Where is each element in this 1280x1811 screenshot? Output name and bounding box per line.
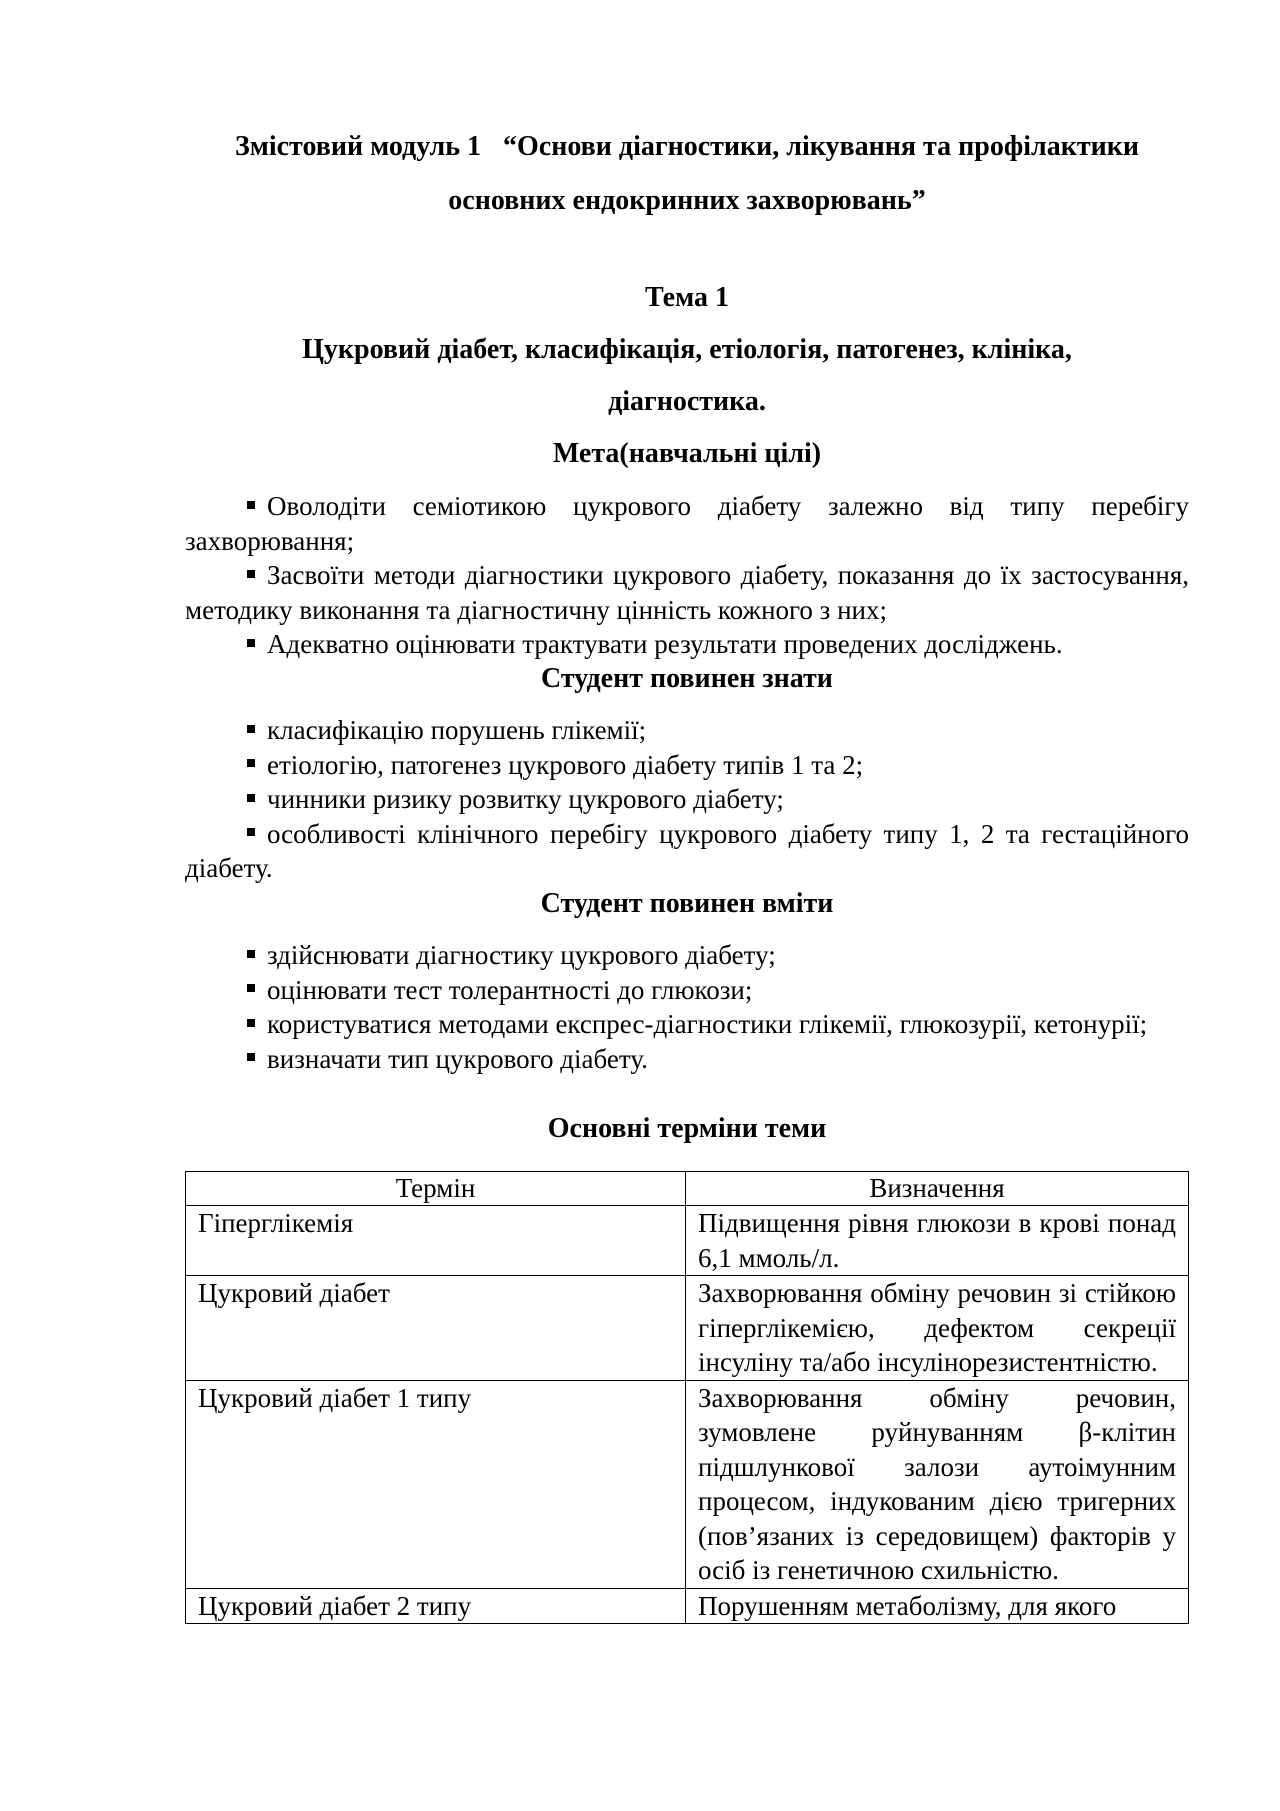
module-prefix: Змістовий модуль 1 xyxy=(235,131,482,162)
square-bullet-icon xyxy=(247,639,255,647)
term-cell: Цукровий діабет 1 типу xyxy=(186,1380,686,1588)
know-heading: Студент повинен знати xyxy=(541,663,833,694)
topic-number: Тема 1 xyxy=(645,282,729,313)
table-row xyxy=(186,1206,1189,1276)
square-bullet-icon xyxy=(247,828,255,836)
topic-title-line1: Цукровий діабет, класифікація, етіологія, патогенез, клініка, xyxy=(302,334,1072,365)
square-bullet-icon xyxy=(247,1019,255,1027)
list-item: здійснювати діагностику цукрового діабету; xyxy=(185,938,1189,973)
goals-heading: Мета(навчальні цілі) xyxy=(552,438,822,469)
module-title-line1 xyxy=(185,120,1189,174)
goals-list xyxy=(185,489,1189,662)
list-item: користуватися методами експрес-діагностики глікемії, глюкозурії, кетонурії; xyxy=(185,1007,1189,1042)
square-bullet-icon xyxy=(247,570,255,578)
list-item: особливості клінічного перебігу цукрового діабету типу 1, 2 та гестаційного діабету. xyxy=(185,818,1189,883)
term-cell: Цукровий діабет 2 типу xyxy=(186,1588,686,1624)
definition-cell: Підвищення рівня глюкози в крові понад 6,1 ммоль/л. xyxy=(686,1206,1189,1276)
square-bullet-icon xyxy=(247,501,255,509)
skills-list xyxy=(185,938,1189,1076)
definition-cell: Захворювання обміну речовин, зумовлене руйнуванням β-клітин підшлункової залози аутоімунним процесом, індукованим дією тригерних (пов’язаних із середовищем) факторів у осіб із генетичною схильністю. xyxy=(686,1380,1189,1588)
list-item: Засвоїти методи діагностики цукрового діабету, показання до їх застосування, методику виконання та діагностичну цінність кожного з них; xyxy=(185,560,1189,625)
table-row xyxy=(186,1588,1189,1624)
term-cell: Гіперглікемія xyxy=(186,1206,686,1276)
square-bullet-icon xyxy=(247,950,255,958)
list-item: оцінювати тест толерантності до глюкози; xyxy=(185,973,1189,1008)
module-title-text: “Основи діагностики, лікування та профілактики xyxy=(503,131,1139,162)
topic-title-line2: діагностика. xyxy=(608,386,766,417)
skills-heading: Студент повинен вміти xyxy=(540,888,834,919)
list-item: класифікацію порушень глікемії; xyxy=(185,713,1189,748)
term-cell: Цукровий діабет xyxy=(186,1276,686,1381)
table-header-row xyxy=(186,1172,1189,1206)
know-list xyxy=(185,713,1189,886)
definition-cell: Порушенням метаболізму, для якого xyxy=(686,1588,1189,1624)
square-bullet-icon xyxy=(247,759,255,767)
square-bullet-icon xyxy=(247,984,255,992)
list-item: чинники ризику розвитку цукрового діабету; xyxy=(185,782,1189,817)
square-bullet-icon xyxy=(247,1053,255,1061)
terms-heading: Основні терміни теми xyxy=(547,1113,827,1144)
square-bullet-icon xyxy=(247,794,255,802)
module-title xyxy=(185,120,1189,228)
list-item: визначати тип цукрового діабету. xyxy=(185,1042,1189,1077)
definition-cell: Захворювання обміну речовин зі стійкою гіперглікемією, дефектом секреції інсуліну та/або інсулінорезистентністю. xyxy=(686,1276,1189,1381)
list-item: Адекватно оцінювати трактувати результати проведених досліджень. xyxy=(185,627,1189,662)
list-item: етіологію, патогенез цукрового діабету типів 1 та 2; xyxy=(185,748,1189,783)
module-title-line2: основних ендокринних захворювань” xyxy=(448,185,926,216)
table-row xyxy=(186,1276,1189,1381)
square-bullet-icon xyxy=(247,725,255,733)
column-header-definition: Визначення xyxy=(686,1172,1189,1206)
terms-table xyxy=(185,1171,1189,1624)
column-header-term: Термін xyxy=(186,1172,686,1206)
list-item: Оволодіти семіотикою цукрового діабету залежно від типу перебігу захворювання; xyxy=(185,491,1189,556)
table-row xyxy=(186,1380,1189,1588)
